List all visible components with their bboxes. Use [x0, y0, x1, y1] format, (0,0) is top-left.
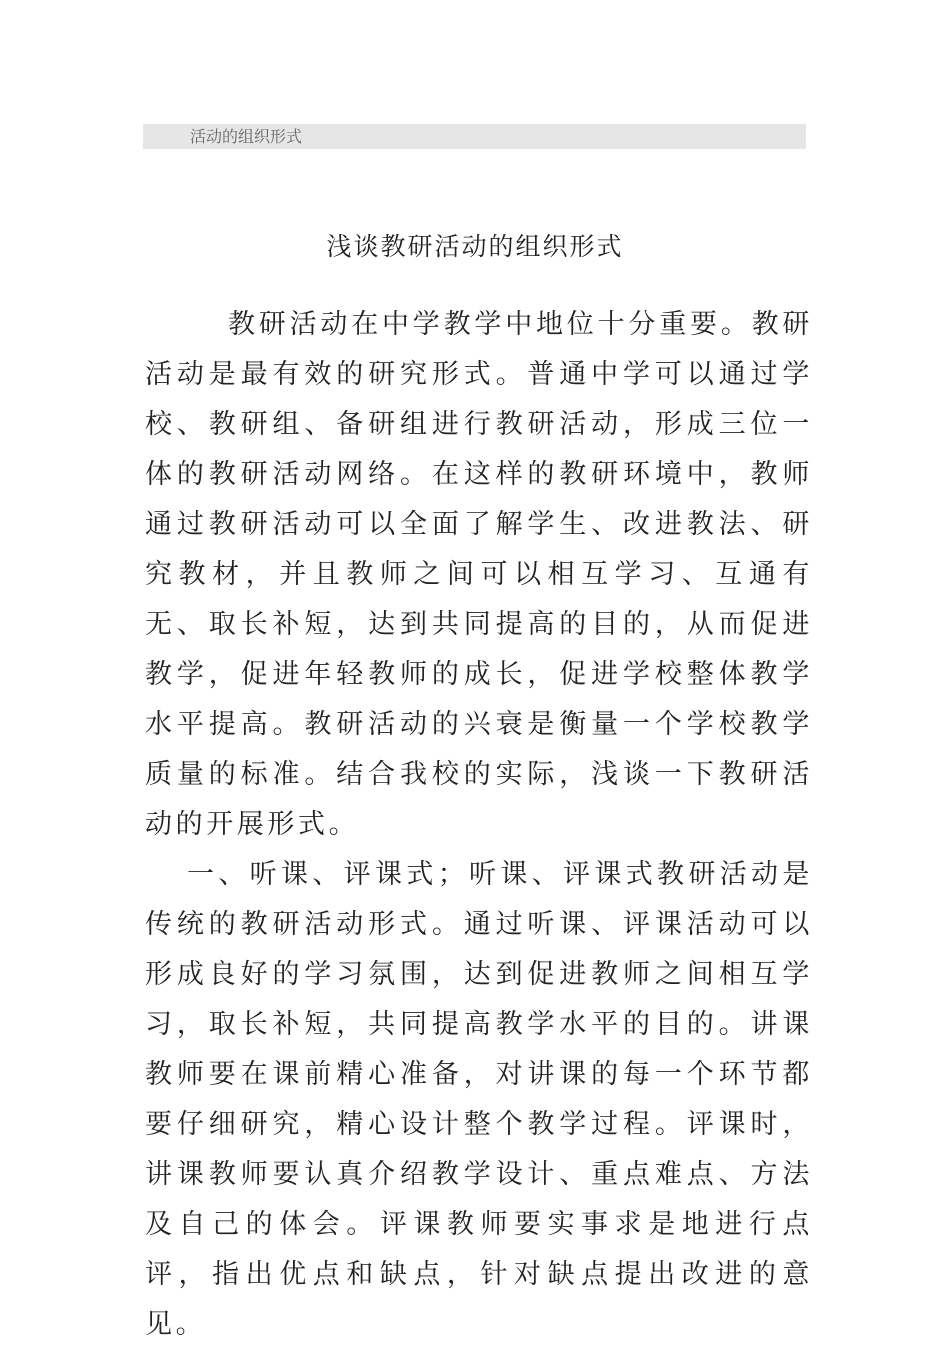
running-header: [143, 124, 806, 149]
paragraph-section-one: 一、听课、评课式；听课、评课式教研活动是传统的教研活动形式。通过听课、评课活动可以形成良好的学习氛围，达到促进教师之间相互学习，取长补短，共同提高教学水平的目的。讲课教师要在课前精心准备，对讲课的每一个环节都要仔细研究，精心设计整个教学过程。评课时，讲课教师要认真介绍教学设计、重点难点、方法及自己的体会。评课教师要实事求是地进行点评，指出优点和缺点，针对缺点提出改进的意见。: [145, 859, 813, 1340]
document-body: [145, 300, 813, 1350]
document-title: 浅谈教研活动的组织形式: [326, 232, 624, 261]
running-header-title: 活动的组织形式: [190, 127, 303, 146]
paragraph-intro: 教研活动在中学教学中地位十分重要。教研活动是最有效的研究形式。普通中学可以通过学校、教研组、备研组进行教研活动，形成三位一体的教研活动网络。在这样的教研环境中，教师通过教研活动可以全面了解学生、改进教法、研究教材，并且教师之间可以相互学习、互通有无、取长补短，达到共同提高的目的，从而促进教学，促进年轻教师的成长，促进学校整体教学水平提高。教研活动的兴衰是衡量一个学校教学质量的标准。结合我校的实际，浅谈一下教研活动的开展形式。: [145, 309, 813, 840]
